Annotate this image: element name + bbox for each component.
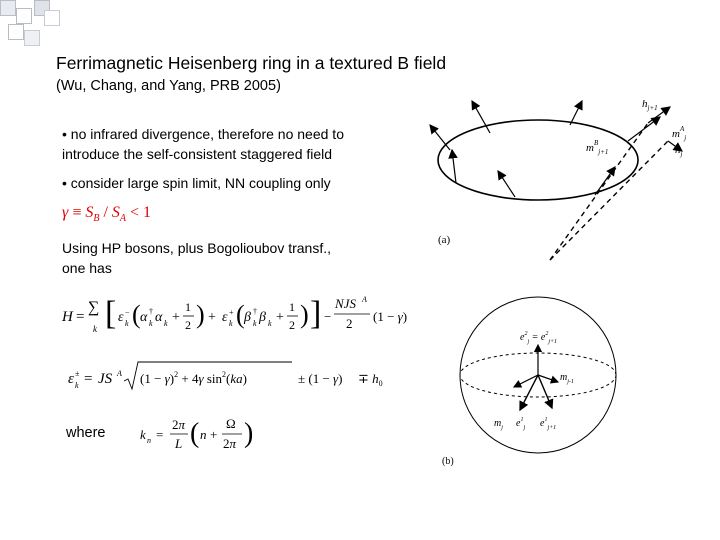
svg-text:k: k xyxy=(268,319,272,328)
svg-text:+: + xyxy=(210,427,218,442)
svg-text:e2j = e2j+1: $e^2_j = e^2_{j+1}$ xyxy=(520,331,558,345)
svg-text:JS: JS xyxy=(98,371,113,387)
svg-text:[: [ xyxy=(105,295,117,332)
svg-text:∑: ∑ xyxy=(88,299,100,316)
svg-text:(: ( xyxy=(236,300,245,329)
svg-text:A: A xyxy=(117,369,122,378)
svg-text:k: k xyxy=(253,319,257,328)
where-label: where xyxy=(66,425,106,441)
svg-text:n: n xyxy=(147,436,151,445)
svg-text:1: 1 xyxy=(289,300,295,314)
svg-text:(: ( xyxy=(190,418,200,449)
svg-text:β: β xyxy=(244,310,251,325)
figure-panel-a xyxy=(420,95,710,265)
svg-text:]: ] xyxy=(310,295,322,332)
svg-text:±: ± xyxy=(75,369,80,378)
hamiltonian-equation xyxy=(60,290,415,340)
svg-text:+: + xyxy=(229,308,234,317)
svg-text:−: − xyxy=(125,308,130,317)
svg-text:2π: 2π xyxy=(223,436,237,451)
svg-text:+: + xyxy=(172,310,180,325)
slide-subtitle: (Wu, Chang, and Yang, PRB 2005) xyxy=(56,78,281,94)
svg-text:2: 2 xyxy=(346,316,353,331)
bullet-2: • consider large spin limit, NN coupling only xyxy=(62,175,331,191)
svg-text:(: ( xyxy=(132,300,141,329)
svg-text:NJS: NJS xyxy=(335,296,356,311)
svg-text:n: n xyxy=(200,427,207,442)
panel-a-label: (a) xyxy=(438,234,451,246)
svg-text:k: k xyxy=(75,381,79,390)
svg-text:+: + xyxy=(208,310,216,325)
svg-text:†: † xyxy=(149,307,153,316)
slide-title: Ferrimagnetic Heisenberg ring in a textured B field xyxy=(56,53,447,73)
svg-text:): ) xyxy=(196,300,205,329)
wavevector-equation xyxy=(138,410,268,460)
bullet-1-line-2: introduce the self-consistent staggered field xyxy=(62,146,333,162)
svg-text:): ) xyxy=(244,418,254,449)
svg-text:mAj: $m^A_j$ xyxy=(672,125,687,142)
svg-text:k: k xyxy=(125,319,129,328)
panel-b-label: (b) xyxy=(442,456,454,467)
svg-text:(1 − γ)2 + 4γ sin2(ka): $(1 - \gamma)^2 + 4\gamma$ $\sin^2(ka)$ xyxy=(140,370,247,386)
svg-text:1: 1 xyxy=(185,300,191,314)
svg-text:H: H xyxy=(62,309,73,325)
figure-panel-b xyxy=(430,290,620,470)
svg-text:mj-1: $m_{j-1}$ xyxy=(560,372,574,385)
dispersion-equation xyxy=(60,356,415,396)
svg-text:hj: $h_j$ xyxy=(675,144,683,158)
hp-text-line-1: Using HP bosons, plus Bogolioubov transf., xyxy=(62,240,332,256)
svg-text:−: − xyxy=(324,309,332,324)
svg-text:+: + xyxy=(276,310,284,325)
svg-text:2: 2 xyxy=(289,318,295,332)
hp-text-line-2: one has xyxy=(62,260,112,276)
svg-text:α: α xyxy=(140,310,148,325)
svg-text:=: = xyxy=(84,371,93,387)
svg-text:mj: $m_j$ xyxy=(494,418,503,431)
svg-text:ε: ε xyxy=(68,371,74,387)
svg-text:=: = xyxy=(76,309,85,325)
svg-text:ε: ε xyxy=(222,310,228,325)
svg-text:ε: ε xyxy=(118,310,124,325)
svg-text:k: k xyxy=(140,427,146,442)
svg-text:): ) xyxy=(300,300,309,329)
svg-text:k: k xyxy=(164,319,168,328)
svg-text:=: = xyxy=(156,427,164,442)
svg-text:e1j+1: $e^1_{j+1}$ xyxy=(540,417,557,431)
svg-text:e1j: $e^1_j$ xyxy=(516,417,526,431)
svg-text:2π: 2π xyxy=(172,417,186,432)
svg-text:†: † xyxy=(253,307,257,316)
svg-text:k: k xyxy=(149,319,153,328)
svg-text:β: β xyxy=(259,310,266,325)
bullet-1-line-1: • no infrared divergence, therefore no need to xyxy=(62,126,344,142)
svg-text:∓ h0: ∓ $h_0$ xyxy=(358,371,383,388)
svg-text:hj+1: $h_{j+1}$ xyxy=(642,98,658,112)
svg-text:± (1 − γ): ± (1 − γ) xyxy=(298,371,343,386)
svg-text:A: A xyxy=(362,295,367,304)
svg-text:L: L xyxy=(175,436,183,451)
gamma-definition: $\gamma \equiv S_B / S_A < 1$ xyxy=(62,204,152,225)
svg-text:(1 − γ): (1 − γ) xyxy=(373,309,408,324)
svg-text:α: α xyxy=(155,310,163,325)
svg-text:k: k xyxy=(229,319,233,328)
svg-text:Ω: Ω xyxy=(226,416,236,431)
svg-text:2: 2 xyxy=(185,318,191,332)
svg-text:k: k xyxy=(93,324,97,334)
svg-text:mBj+1: $m^B_{j+1}$ xyxy=(586,139,609,156)
